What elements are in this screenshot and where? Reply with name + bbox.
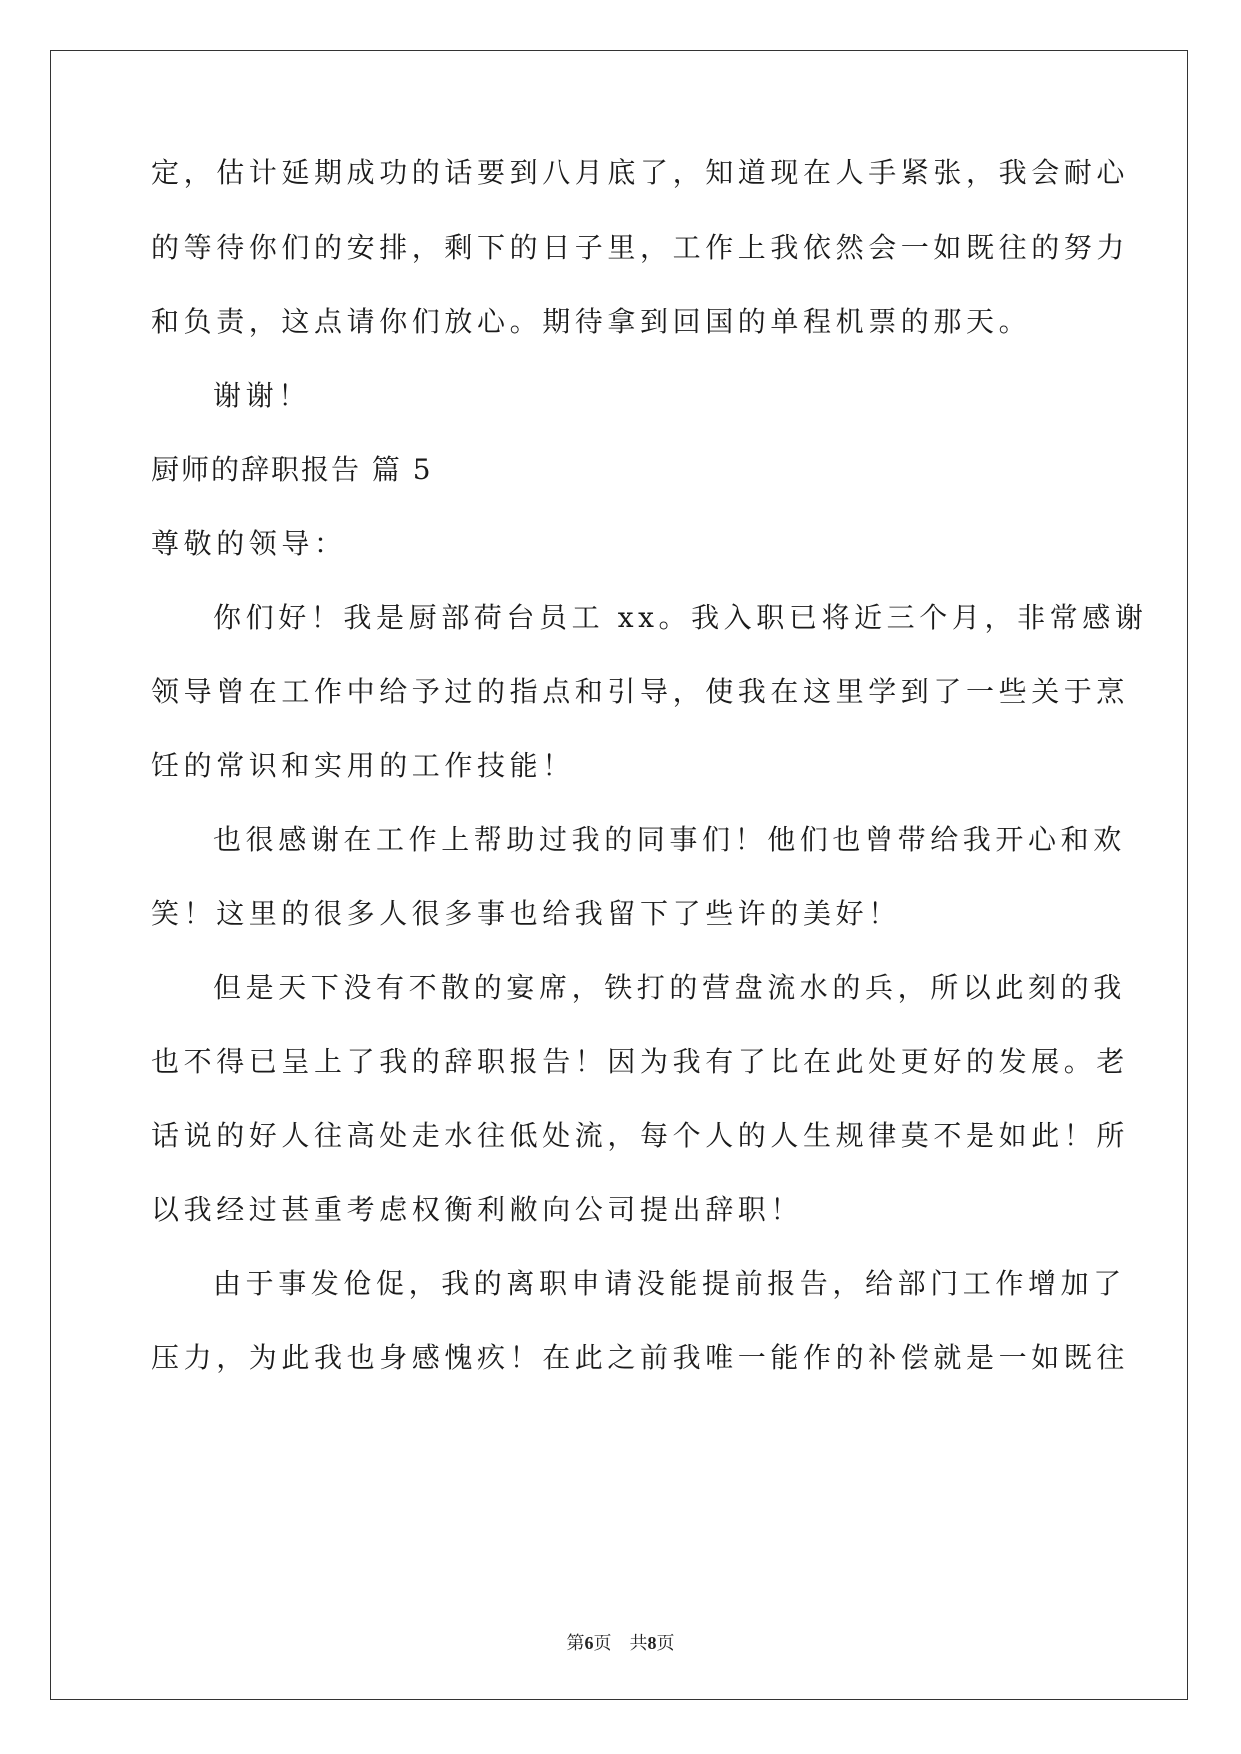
paragraph-line: 也不得已呈上了我的辞职报告！因为我有了比在此处更好的发展。老: [151, 1045, 1130, 1078]
footer-current-page: 6: [584, 1633, 594, 1653]
paragraph-line: 定，估计延期成功的话要到八月底了，知道现在人手紧张，我会耐心: [151, 156, 1130, 189]
paragraph-line: 领导曾在工作中给予过的指点和引导，使我在这里学到了一些关于烹: [151, 675, 1130, 708]
page-border: [50, 50, 1188, 1700]
paragraph-line: 你们好！我是厨部荷台员工 xx。我入职已将近三个月，非常感谢: [213, 601, 1148, 634]
paragraph-line: 和负责，这点请你们放心。期待拿到回国的单程机票的那天。: [151, 305, 1032, 338]
paragraph-line: 也很感谢在工作上帮助过我的同事们！他们也曾带给我开心和欢: [213, 823, 1126, 856]
footer-suffix: 页: [656, 1633, 675, 1653]
salutation: 尊敬的领导：: [151, 527, 347, 560]
section-heading: 厨师的辞职报告 篇 5: [151, 453, 433, 486]
paragraph-line: 的等待你们的安排，剩下的日子里，工作上我依然会一如既往的努力: [151, 231, 1130, 264]
paragraph-line: 话说的好人往高处走水往低处流，每个人的人生规律莫不是如此！所: [151, 1119, 1130, 1152]
footer-mid: 页 共: [593, 1633, 648, 1653]
paragraph-line: 笑！这里的很多人很多事也给我留下了些许的美好！: [151, 897, 901, 930]
paragraph-line: 由于事发伧促，我的离职申请没能提前报告，给部门工作增加了: [213, 1267, 1126, 1300]
paragraph-line: 压力，为此我也身感愧疚！在此之前我唯一能作的补偿就是一如既往: [151, 1341, 1130, 1374]
footer-prefix: 第: [566, 1633, 585, 1653]
paragraph-line: 但是天下没有不散的宴席，铁打的营盘流水的兵，所以此刻的我: [213, 971, 1126, 1004]
paragraph-line: 饪的常识和实用的工作技能！: [151, 749, 575, 782]
paragraph-line: 以我经过甚重考虑权衡利敝向公司提出辞职！: [151, 1193, 804, 1226]
page-footer: [0, 1629, 1241, 1655]
closing-thanks: 谢谢！: [213, 379, 311, 412]
footer-total-pages: 8: [647, 1633, 657, 1653]
